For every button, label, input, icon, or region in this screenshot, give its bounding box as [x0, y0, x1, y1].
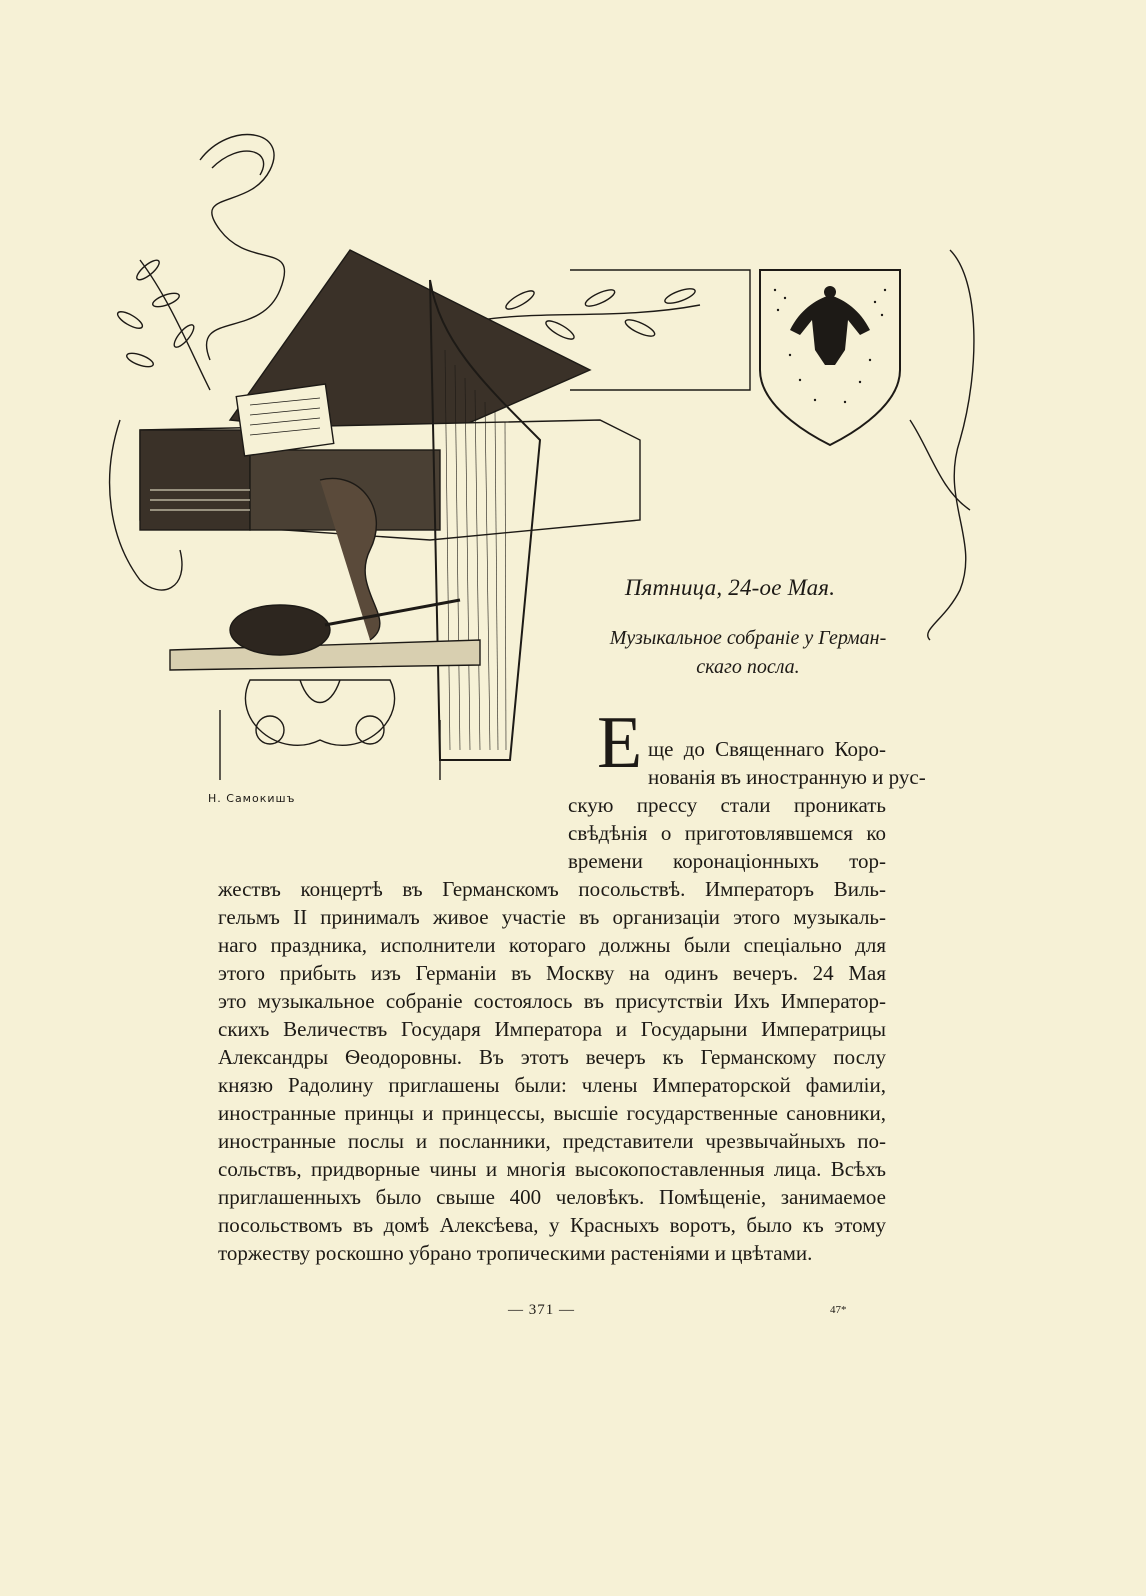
event-subtitle [598, 624, 898, 682]
page-number: — 371 — [508, 1302, 575, 1318]
body-line: времени коронаціонныхъ тор- [568, 849, 886, 873]
sheet-music [236, 384, 333, 456]
scroll-banner [570, 270, 750, 390]
ribbon-left [200, 135, 285, 360]
body-line-last: торжеству роскошно убрано тропическими растеніями и цвѣтами. [218, 1241, 813, 1265]
artist-signature: Н. Самокишъ [208, 792, 296, 805]
pedestal-ornament [245, 680, 394, 745]
table [170, 640, 480, 670]
drop-cap: Е [597, 702, 643, 784]
signature-mark: 47* [830, 1304, 847, 1316]
body-line: гельмъ II принималъ живое участіе въ организаціи этого музыкаль- [218, 905, 886, 929]
body-line: скихъ Величествъ Государя Императора и Государыни Императрицы [218, 1017, 886, 1041]
body-line: свѣдѣнія о приготовлявшемся ко [568, 821, 886, 845]
date-heading: Пятница, 24-ое Мая. [624, 575, 836, 600]
lute [230, 605, 330, 655]
body-line: скую прессу стали проникать [568, 793, 886, 817]
body-line: Александры Ѳеодоровны. Въ этотъ вечеръ къ Германскому послу [218, 1045, 886, 1069]
body-line: жествъ концертѣ въ Германскомъ посольствѣ. Императоръ Виль- [218, 877, 886, 901]
subtitle-line: скаго посла. [696, 656, 800, 678]
body-line: сольствъ, придворные чины и многія высокопоставленныя лица. Всѣхъ [218, 1157, 886, 1181]
subtitle-line: Музыкальное собраніе у Герман- [609, 627, 887, 649]
body-line: посольствомъ въ домѣ Алексѣева, у Красныхъ воротъ, было къ этому [218, 1213, 886, 1237]
body-line: иностранные послы и посланники, представители чрезвычайныхъ по- [218, 1129, 886, 1153]
body-line: нованія въ иностранную и рус- [648, 765, 926, 789]
body-line: князю Радолину приглашены были: члены Императорской фамиліи, [218, 1073, 886, 1097]
body-line: ще до Священнаго Коро- [648, 737, 886, 761]
laurel-right [480, 305, 700, 320]
body-line: иностранные принцы и принцессы, высшіе государственные сановники, [218, 1101, 886, 1125]
laurel-left [140, 260, 210, 390]
body-line: наго праздника, исполнители котораго должны были спеціально для [218, 933, 886, 957]
body-line: этого прибыть изъ Германіи въ Москву на одинъ вечеръ. 24 Мая [218, 961, 886, 985]
body-line: приглашенныхъ было свыше 400 человѣкъ. Помѣщеніе, занимаемое [218, 1185, 886, 1209]
body-line: это музыкальное собраніе состоялось въ присутствіи Ихъ Император- [218, 989, 886, 1013]
